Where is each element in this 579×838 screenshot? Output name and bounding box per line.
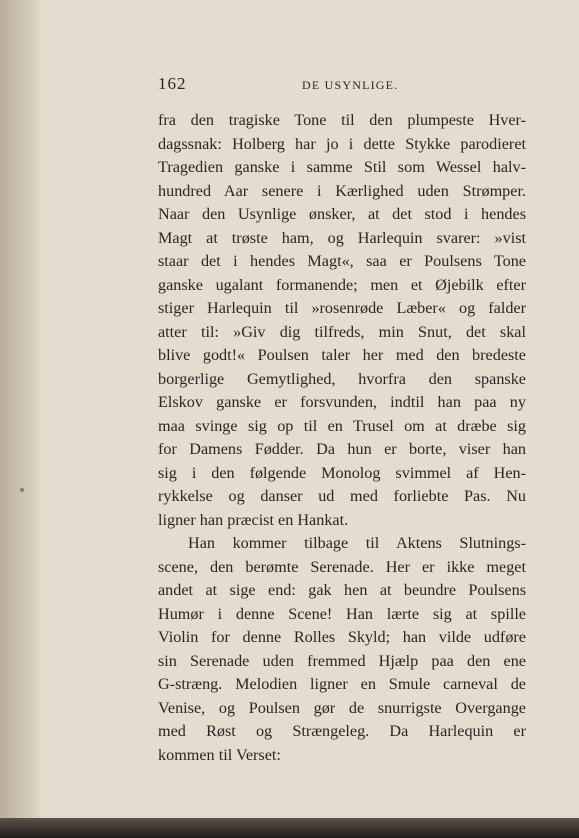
text-line: stiger Harlequin til »rosenrøde Læber« og falder xyxy=(158,299,526,317)
text-line: Magt at trøste ham, og Harlequin svarer: »vist xyxy=(158,228,526,247)
page-header xyxy=(158,70,526,94)
text-line: Humør i denne Scene! Han lærte sig at spille xyxy=(158,604,526,623)
page-edge-shadow xyxy=(0,0,40,838)
paper-speck xyxy=(20,488,24,492)
text-line: ligner han præcist en Hankat. xyxy=(158,510,349,529)
text-line: sig i den følgende Monolog svimmel af Hen- xyxy=(158,463,526,482)
text-line: Tragedien ganske i samme Stil som Wessel halv- xyxy=(158,158,526,176)
text-line: borgerlige Gemytlighed, hvorfra den spanske xyxy=(158,369,526,388)
text-line: G-stræng. Melodien ligner en Smule carneval de xyxy=(158,675,526,693)
text-line: Elskov ganske er forsvunden, indtil han paa ny xyxy=(158,393,526,411)
text-line: atter til: »Giv dig tilfreds, min Snut, det skal xyxy=(158,322,526,341)
text-line: blive godt!« Poulsen taler her med den bredeste xyxy=(158,346,526,364)
text-line: hundred Aar senere i Kærlighed uden Strømper. xyxy=(158,181,526,200)
text-line: staar det i hendes Magt«, saa er Poulsens Tone xyxy=(158,252,526,270)
scan-bottom-edge xyxy=(0,818,579,838)
text-line: Han kommer tilbage til Aktens Slutnings- xyxy=(188,534,526,552)
text-line: med Røst og Strængeleg. Da Harlequin er xyxy=(158,722,526,740)
body-text xyxy=(158,109,526,767)
running-head: DE USYNLIGE. xyxy=(302,78,399,92)
page-number: 162 xyxy=(158,74,187,93)
text-line: fra den tragiske Tone til den plumpeste Hver- xyxy=(158,111,526,129)
text-line: sin Serenade uden fremmed Hjælp paa den ene xyxy=(158,651,526,670)
text-line: rykkelse og danser ud med forliebte Pas. Nu xyxy=(158,487,526,505)
text-line: scene, den berømte Serenade. Her er ikke meget xyxy=(158,557,526,576)
text-line: ganske ugalant formanende; men et Øjebilk efter xyxy=(158,275,526,294)
text-line: Violin for denne Rolles Skyld; han vilde udføre xyxy=(158,628,526,646)
text-line: dagssnak: Holberg har jo i dette Stykke parodieret xyxy=(158,134,526,153)
text-line: Venise, og Poulsen gør de snurrigste Overgange xyxy=(158,698,526,717)
text-line: maa svinge sig op til en Trusel om at dræbe sig xyxy=(158,416,526,435)
text-line: for Damens Fødder. Da hun er borte, viser han xyxy=(158,440,526,458)
text-line: Naar den Usynlige ønsker, at det stod i hendes xyxy=(158,205,526,223)
text-line: kommen til Verset: xyxy=(158,745,281,764)
text-line: andet at sige end: gak hen at beundre Poulsens xyxy=(158,581,526,599)
